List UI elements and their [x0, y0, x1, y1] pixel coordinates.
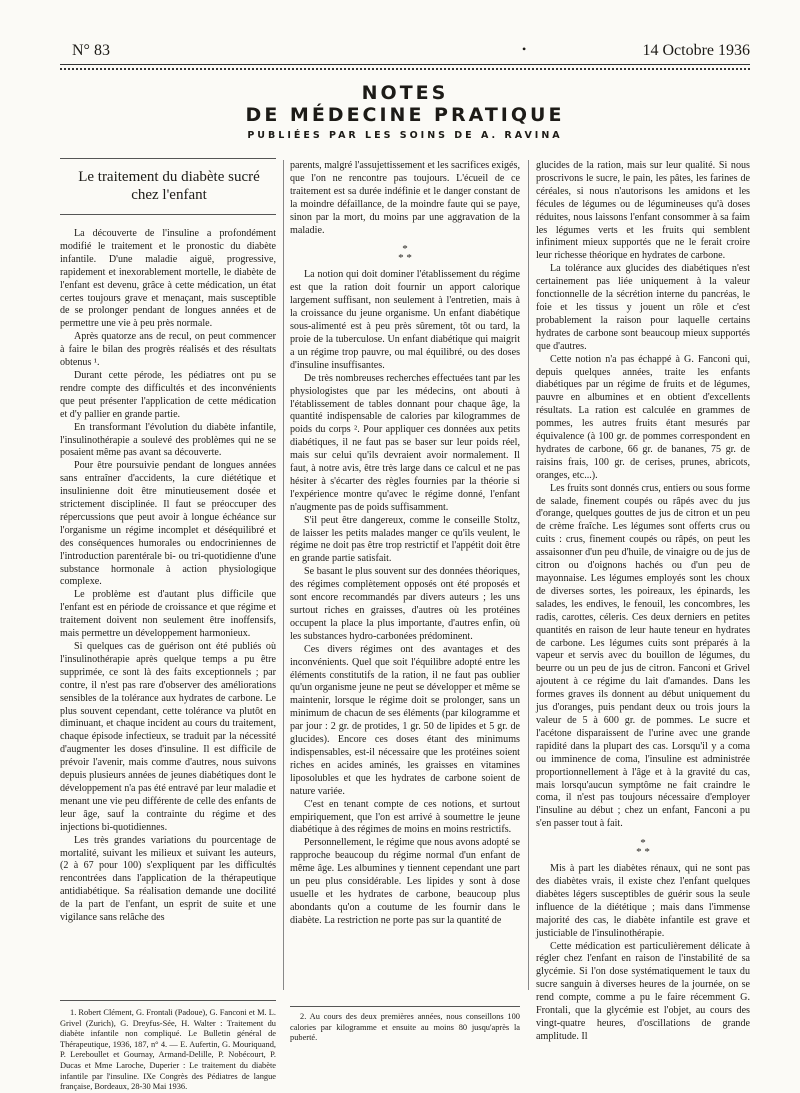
issue-number: N° 83 — [72, 42, 110, 59]
paragraph: Pour être poursuivie pendant de longues années sans entraîner d'accidents, la cure diététique et insulinienne doit être minutieusement dosée et strictement disciplinée. Il faut se préoccuper des répercussions que peut avoir à longue échéance sur l'organisme un régime incomplet et déséquilibré et des conséquences humorales ou endocriniennes de l'introduction parentérale bi- ou tri-quotidienne d'une substance hormonale à action physiologique complexe. — [60, 460, 276, 588]
footnote-1 — [60, 1008, 276, 1093]
column-1 — [60, 228, 276, 925]
page-header — [60, 40, 750, 70]
paragraph: parents, malgré l'assujettissement et les sacrifices exigés, que l'on ne rencontre pas toujours. L'écueil de ce traitement est sa durée indéfinie et le danger constant de la moindre défaillance, de la moindre faute qui se paye, sinon par la mort, du moins par une aggravation de la maladie. — [290, 160, 520, 236]
paragraph: Les fruits sont donnés crus, entiers ou sous forme de salade, finement coupés ou râpés avec du jus d'orange, quelques gouttes de jus de citron et un peu de crème fraîche. Les légumes sont offerts crus ou cuits : crus, finement coupés ou râpés, on peut les assaisonner d'un peu d'huile, de vinaigre ou de jus de citron ou d'oignons hachés ou d'un peu de mayonnaise. Les légumes employés sont les choux de diverses sortes, les poireaux, les épinards, les salades, les endives, le fenouil, les concombres, les radis, carottes, céleris. Ces deux derniers en petites quantités en raison de leur haute teneur en hydrates de carbone. Les légumes cuits sont préparés à la vapeur et servis avec du bouillon de légumes, du beurre ou un peu de jus de citron. Fanconi et Grivel ajoutent à ce régime du lait d'amandes. Dans les formes graves ils donnent au début uniquement du jus d'oranges, puis pendant deux ou trois jours la valeur de 5 à 600 gr. de pommes. Le sucre et l'acétone disparaissent de l'urine avec une grande rapidité dans la plupart des cas. Lorsqu'il y a coma ou imminence de coma, l'insuline est administrée proportionnellement à l'âge et à la gravité du cas, mais lorsqu'aucun symptôme ne fait craindre le coma, il n'est pas toujours nécessaire d'employer l'insuline au début ; chez un enfant, Fanconi a pu s'en passer tout à fait. — [536, 482, 750, 830]
paragraph: Ces divers régimes ont des avantages et des inconvénients. Quel que soit l'équilibre adopté entre les éléments constitutifs de la ration, il ne faut pas oublier qu'un organisme jeune ne peut se développer et même se maintenir, lorsque le régime doit se prolonger, sans un minimum de chacun de ses éléments (par kilogramme et par jour : 2 gr. de protides, 1 gr. 50 de lipides et 5 gr. de glucides). Encore ces doses étant des minimums indispensables, est-il nécessaire que les protéines soient riches en acides aminés, les graisses en vitamines liposolubles et que les hydrates de carbone soient de nature variée. — [290, 643, 520, 797]
footnote-text: 2. Au cours des deux premières années, nous conseillons 100 calories par kilogramme et ensuite au moins 80 jusqu'après la puberté. — [290, 1012, 520, 1043]
paragraph: Si quelques cas de guérison ont été publiés où l'insulinothérapie après quelque temps a pu être supprimée, ce sont là des faits exceptionnels ; par contre, il n'est pas rare d'observer des améliorations sensibles de la tolérance aux hydrates de carbone. Le plus souvent cependant, cette tolérance va plutôt en diminuant, et chaque incident au cours du traitement, chaque épisode infectieux, se traduit par la nécessité d'augmenter les doses d'insuline. Il est difficile de prévoir l'avenir, mais comme d'autres, nous suivons depuis plusieurs années de jeunes diabétiques dont le développement n'a pas été entravé par leur maladie et menant une vie peu différente de celle des enfants de leur âge, sauf la contrainte du régime et des injections bi-quotidiennes. — [60, 641, 276, 833]
footnote-rule-1 — [60, 1000, 276, 1001]
issue-date: 14 Octobre 1936 — [642, 42, 750, 59]
paragraph: Se basant le plus souvent sur des données théoriques, des régimes complètement opposés ont été proposés et sont encore recommandés par divers auteurs ; les uns surtout riches en graisses, d'autres où les protéines occupent la place la plus importante, d'autres enfin, où les substances hydro-carbonées prédominent. — [290, 566, 520, 642]
title-rule-top — [60, 158, 276, 159]
paragraph: Mis à part les diabètes rénaux, qui ne sont pas des diabètes vrais, il existe chez l'enfant quelques diabètes légers susceptibles de guérir sous la seule influence de la diététique ; mais dans l'immense majorité des cas, le diabète infantile est grave et justiciable de l'insulinothérapie. — [536, 863, 750, 939]
footnote-rule-2 — [290, 1006, 520, 1007]
paragraph: De très nombreuses recherches effectuées tant par les physiologistes que par les médecins, ont abouti à l'établissement de tables donnant pour chaque âge, la quantité indispensable de calories par kilogrammes de poids du corps ². Pour appliquer ces données aux petits diabétiques, il ne faut pas se baser sur leur poids réel, mais sur celui qu'ils devraient avoir normalement. Il faut, à notre avis, être très large dans ce calcul et ne pas hésiter à s'écarter des règles fournies par la théorie si l'expérience montre qu'avec le régime donné, l'enfant n'augmente pas de poids suffisamment. — [290, 372, 520, 513]
paragraph: La notion qui doit dominer l'établissement du régime est que la ration doit fournir un apport calorique largement suffisant, non seulement à l'entretien, mais à la croissance du jeune organisme. Un enfant diabétique sous-alimenté est à peu près sûrement, tôt ou tard, la proie de la tuberculose. Un enfant diabétique qui maigrit a un régime trop pauvre, ou mal équilibré, ou des doses d'insuline insuffisantes. — [290, 269, 520, 371]
paragraph: Le problème est d'autant plus difficile que l'enfant est en période de croissance et que régime et traitement doivent non seulement être inoffensifs, mais permettre un développement harmonieux. — [60, 589, 276, 640]
article-title-line1: Le traitement du diabète sucré — [78, 169, 260, 185]
column-divider-2 — [528, 160, 529, 990]
paragraph: La tolérance aux glucides des diabétiques n'est certainement pas liée uniquement à la valeur fonctionnelle de la sécrétion interne du pancréas, le foie et les tissus y jouent un rôle et c'est probablement la raison pour laquelle certains hydrates de carbone sont beaucoup mieux supportés que d'autres. — [536, 263, 750, 352]
paragraph: Personnellement, le régime que nous avons adopté se rapproche beaucoup du régime normal d'un enfant de même âge. Les albumines y tiennent cependant une part un peu plus considérable. Les lipides y sont à dose usuelle et les hydrates de carbone, beaucoup plus abondants qu'on a coutume de les fournir dans le diabète. La restriction ne porte pas sur la quantité de — [290, 837, 520, 926]
header-dot: • — [522, 42, 527, 56]
paragraph: En transformant l'évolution du diabète infantile, l'insulinothérapie a soulevé des problèmes qui ne se posaient même pas avant sa découverte. — [60, 421, 276, 459]
article-title — [70, 168, 268, 204]
masthead-title-line2: DE MÉDECINE PRATIQUE — [245, 104, 565, 126]
column-2 — [290, 160, 520, 928]
paragraph: Les très grandes variations du pourcentage de mortalité, suivant les milieux et suivant les auteurs, (2 à 67 pour 100) s'expliquent par les difficultés rencontrées dans l'application de la thérapeutique antidiabétique. Sa réalisation demande une docilité de la part de l'enfant, un esprit de suite et une vigilance sans relâche des — [60, 834, 276, 924]
paragraph: Cette notion n'a pas échappé à G. Fanconi qui, depuis quelques années, traite les enfants diabétiques par un régime de fruits et de légumes, pauvre en albumines et en obtient d'excellents résultats. La ration est calculée en grammes de pommes, les autres fruits étant mesurés par équivalence (à 100 gr. de pommes correspondent en hydrates de carbone, 66 gr. de bananes, 75 gr. de raisins frais, 100 gr. de cerises, prunes, abricots, oranges, etc...). — [536, 353, 750, 481]
paragraph: S'il peut être dangereux, comme le conseille Stoltz, de laisser les petits malades manger ce qu'ils veulent, le régime ne doit pas être trop restrictif et l'appétit doit être en grande partie satisfait. — [290, 514, 520, 565]
footnote-text: 1. Robert Clément, G. Frontali (Padoue), G. Fanconi et M. L. Grivel (Zurich), G. Dreyfus-Sée, H. Walter : Traitement du diabète infantile non compliqué. Le Bulletin général de Thérapeutique, 1936, 187, n° 4. — E. Aufertin, G. Mouriquand, P. Lereboullet et Gournay, Armand-Delille, P. Nobécourt, P. Ducas et Mme Laroche, Duperier : Le traitement du diabète infantile par l'insuline. IXe Congrès des Pédiatres de langue française, Bordeaux, 28-30 Mai 1936. — [60, 1008, 276, 1092]
header-rule-dotted — [60, 68, 750, 70]
paragraph: glucides de la ration, mais sur leur qualité. Si nous proscrivons le sucre, le pain, les pâtes, les farines de céréales, si nous n'autorisons les amidons et les fécules de légumes ou de légumineuses qu'à doses réduites, nous laissons l'enfant consommer à sa faim les légumes verts et les fruits qui semblent infiniment mieux supportés que ne le ferait croire leur richesse théorique en hydrates de carbone. — [536, 160, 750, 262]
column-3 — [536, 160, 750, 1044]
paragraph: La découverte de l'insuline a profondément modifié le traitement et le pronostic du diabète infantile. D'une maladie aiguë, progressive, rapidement et inexorablement mortelle, le diabète de l'enfant est devenu, grâce à cette médication, un état certes toujours grave et menaçant, mais susceptible de se prolonger pendant de longues années et de permettre une vie à peu près normale. — [60, 228, 276, 330]
footnote-2 — [290, 1012, 520, 1044]
masthead-subtitle: PUBLIÉES PAR LES SOINS DE A. RAVINA — [247, 130, 563, 141]
paragraph: C'est en tenant compte de ces notions, et surtout empiriquement, que l'on est arrivé à soumettre le jeune diabétique à des régimes de moins en moins restrictifs. — [290, 798, 520, 836]
paragraph: Durant cette pérode, les pédiatres ont pu se rendre compte des difficultés et des inconvénients que peut présenter l'application de cette médication et d'y pallier en grande partie. — [60, 369, 276, 420]
paragraph: Cette médication est particulièrement délicate à régler chez l'enfant en raison de l'instabilité de sa glycémie. Si l'on dose systématiquement le taux du sucre sanguin à diverses heures de la journée, on se rend compte, comme a pu le faire récemment G. Frontali, que la glycémie est l'objet, au cours des vingt-quatre heures, d'oscillations de grande amplitude. Il — [536, 940, 750, 1042]
header-rule — [60, 64, 750, 65]
section-separator: * * * — [636, 837, 650, 859]
masthead — [60, 82, 750, 141]
masthead-title-line1: NOTES — [361, 82, 449, 104]
paragraph: Après quatorze ans de recul, on peut commencer à faire le bilan des progrès réalisés et des résultats obtenus ¹. — [60, 331, 276, 369]
article-title-line2: chez l'enfant — [131, 187, 207, 203]
title-rule-bottom — [60, 214, 276, 215]
column-divider-1 — [283, 160, 284, 990]
section-separator: * * * — [398, 243, 412, 265]
